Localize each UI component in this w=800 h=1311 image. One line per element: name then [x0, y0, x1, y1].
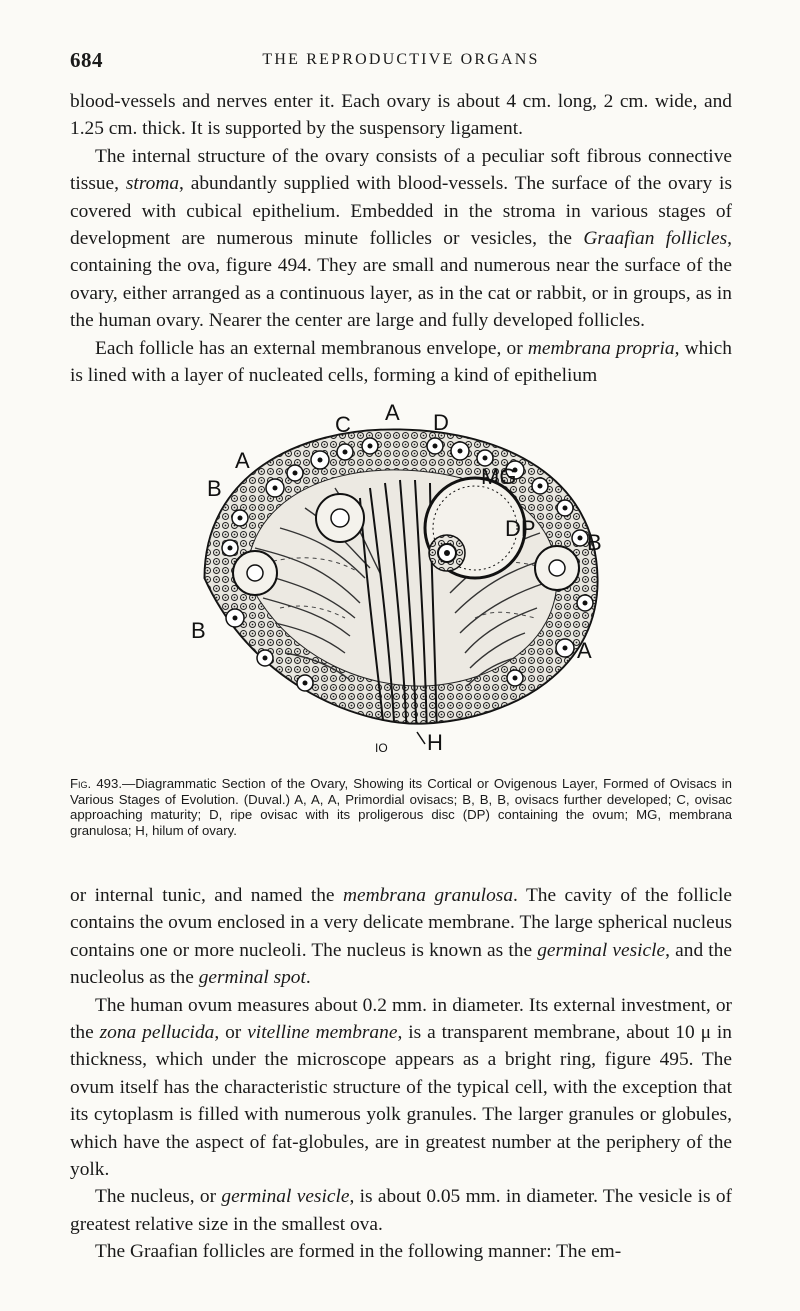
term-germinal-vesicle: germinal vesicle: [537, 939, 666, 961]
term-germinal-spot: germinal spot: [198, 967, 306, 989]
paragraph: The internal structure of the ovary consists of a peculiar soft fibrous connective tissue, stroma, abundantly supplied with blood-vessels. The surface of the ovary is covered with cubical epithelium. Embedded in the stroma in various stages of development are numerous minute follicles or vesicles, the Graafian follicles, containing the ova, figure 494. They are small and numerous near the surface of the ovary, either arranged as a continuous layer, as in the cat or rabbit, or in groups, as in the human ovary. Nearer the center are large and fully developed follicles.: [70, 145, 732, 332]
term-vitelline-membrane: vitelline membrane: [247, 1022, 398, 1044]
label-a-top: A: [385, 400, 400, 425]
term-germinal-vesicle: germinal vesicle: [221, 1186, 350, 1208]
term-graafian-follicles: Graafian follicles: [583, 228, 728, 250]
paragraph: or internal tunic, and named the membrana granulosa. The cavity of the follicle contains the ovum enclosed in a very delicate membrane. The large spherical nucleus contains one or more nucleoli. The nucleus is known as the germinal vesicle, and the nucleolus as the germinal spot.: [70, 885, 732, 989]
paragraph: The human ovum measures about 0.2 mm. in diameter. Its external investment, or the zona pellucida, or vitelline membrane, is a transparent membrane, about 10 μ in thickness, which under the microscope appears as a bright ring, figure 495. The ovum itself has the characteristic structure of the typical cell, with the exception that its cytoplasm is filled with numerous yolk granules. The larger granules or globules, which have the aspect of fat-globules, are in greatest number at the periphery of the yolk.: [70, 994, 732, 1181]
page-number: 684: [70, 48, 103, 72]
term-zona-pellucida: zona pellucida: [99, 1022, 215, 1044]
figure-caption: [70, 776, 732, 838]
label-io: IO: [375, 741, 388, 755]
label-b-lower-left: B: [191, 618, 206, 643]
term-membrana-propria: membrana propria: [527, 337, 675, 359]
paragraph: blood-vessels and nerves enter it. Each ovary is about 4 cm. long, 2 cm. wide, and 1.25 cm. thick. It is supported by the suspensory ligament.: [70, 91, 732, 140]
paragraph: The nucleus, or germinal vesicle, is about 0.05 mm. in diameter. The vesicle is of greatest relative size in the smallest ova.: [70, 1186, 732, 1235]
bottom-text-block: [70, 882, 732, 1266]
label-b-left: B: [207, 476, 222, 501]
term-membrana-granulosa: membrana granulosa: [342, 885, 514, 906]
ovary-diagram: [185, 368, 617, 768]
paragraph: Each follicle has an external membranous envelope, or membrana propria, which is lined with a layer of nucleated cells, forming a kind of epithelium: [70, 337, 732, 387]
term-stroma: stroma: [125, 173, 180, 195]
top-text-block: [70, 88, 732, 389]
label-d: D: [433, 410, 449, 435]
page-header: [70, 48, 732, 78]
label-b-right: B: [587, 530, 602, 555]
label-c: C: [335, 412, 351, 437]
figure-ovary-section: [185, 368, 617, 768]
running-head: THE REPRODUCTIVE ORGANS: [262, 51, 540, 68]
label-a-left: A: [235, 448, 250, 473]
label-a-right: A: [577, 638, 592, 663]
paragraph: The Graafian follicles are formed in the following manner: The em-: [95, 1241, 622, 1263]
label-h: H: [427, 730, 443, 755]
label-dp: DP: [505, 516, 536, 541]
label-mg: MG: [481, 464, 517, 489]
caption-text: —Diagrammatic Section of the Ovary, Showing its Cortical or Ovigenous Layer, Formed of Ovisacs in Various Stages of Evolution. (Duval.) A, A, A, Primordial ovisacs; B, B, B, ovisacs further developed; C, ovisac approaching maturity; D, ripe ovisac with its proligerous disc (DP) containing the ovum; MG, membrana granulosa; H, hilum of ovary.: [70, 776, 732, 838]
caption-label: Fig. 493.: [70, 776, 122, 791]
